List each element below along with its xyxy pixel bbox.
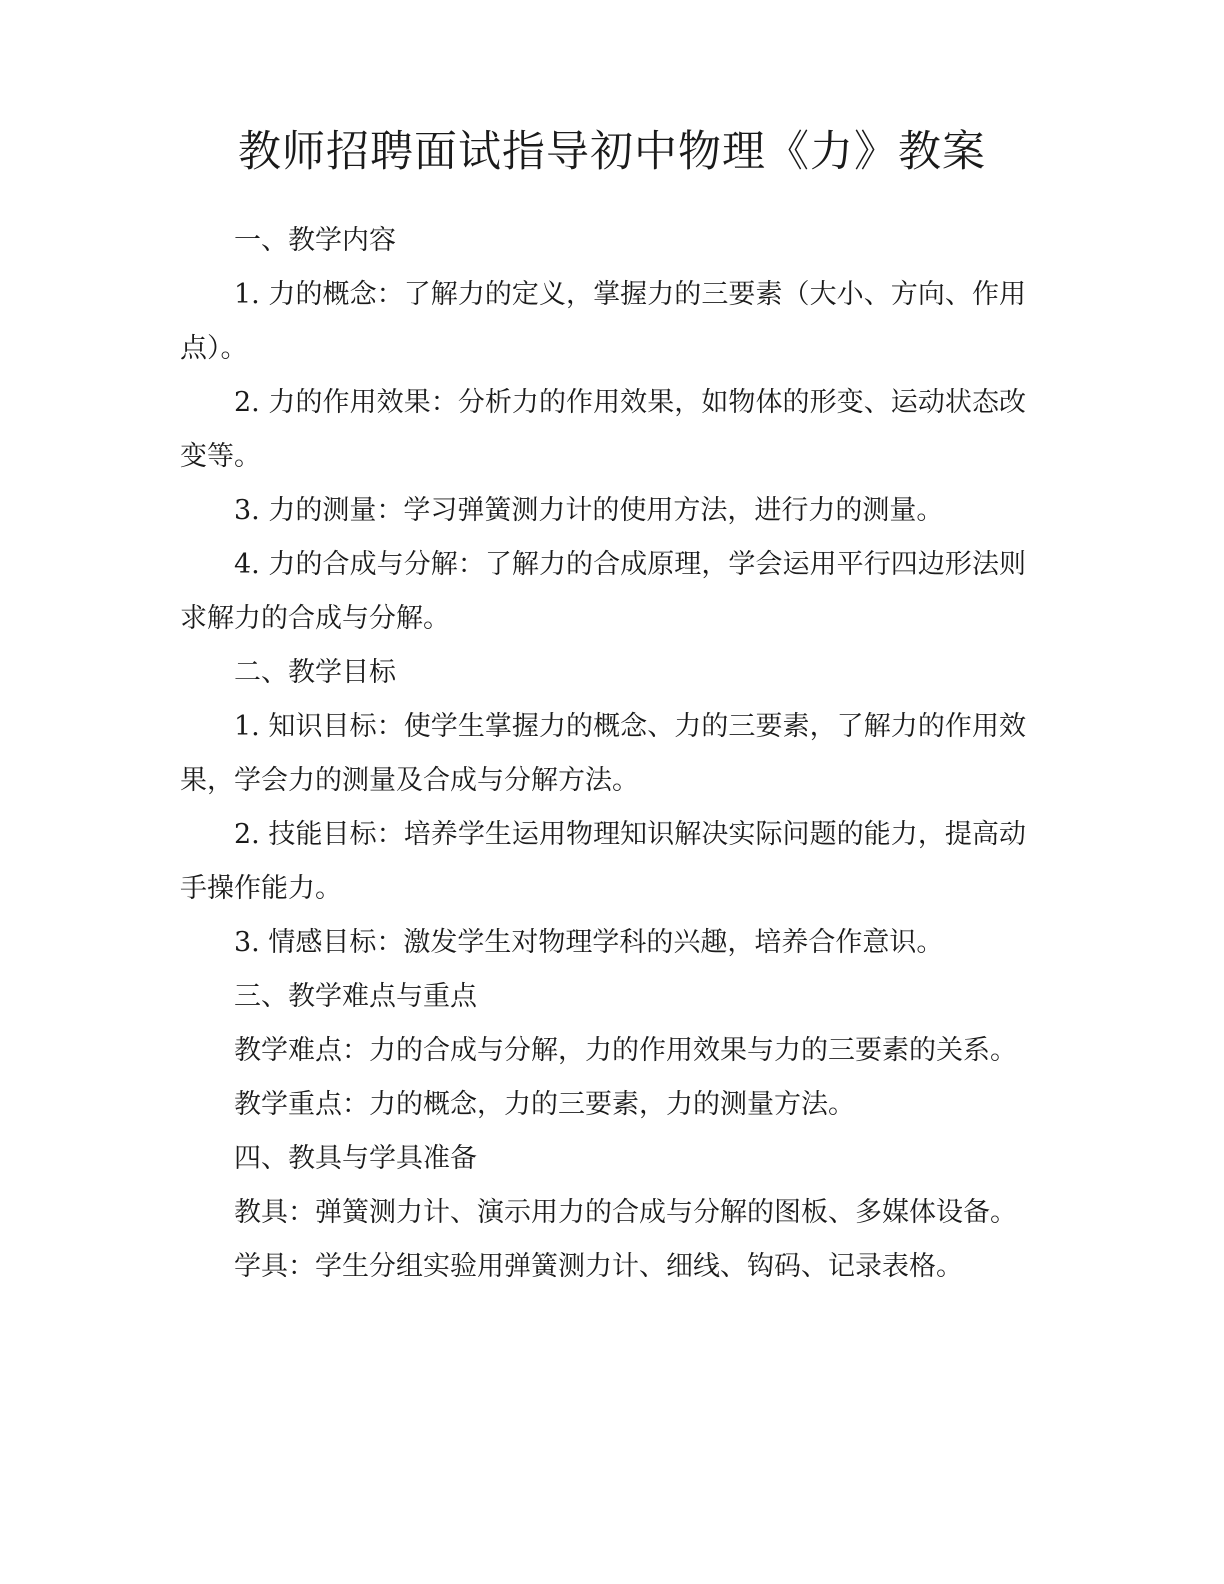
list-item-force-measurement: 3. 力的测量：学习弹簧测力计的使用方法，进行力的测量。 <box>234 495 944 526</box>
paragraph-focus: 教学重点：力的概念，力的三要素，力的测量方法。 <box>234 1089 855 1120</box>
paragraph-teaching-tools: 教具：弹簧测力计、演示用力的合成与分解的图板、多媒体设备。 <box>234 1197 1017 1228</box>
section-heading-materials: 四、教具与学具准备 <box>234 1143 477 1174</box>
list-item-emotion-goal: 3. 情感目标：激发学生对物理学科的兴趣，培养合作意识。 <box>234 927 944 958</box>
list-item-knowledge-goal: 1. 知识目标：使学生掌握力的概念、力的三要素，了解力的作用效果，学会力的测量及合成与分解方法。 <box>180 711 1026 796</box>
document-title: 教师招聘面试指导初中物理《力》教案 <box>238 127 986 177</box>
list-item-force-composition: 4. 力的合成与分解：了解力的合成原理，学会运用平行四边形法则求解力的合成与分解。 <box>180 549 1026 634</box>
document-body <box>180 214 1026 1294</box>
section-heading-teaching-goals: 二、教学目标 <box>234 657 396 688</box>
paragraph-difficulty: 教学难点：力的合成与分解，力的作用效果与力的三要素的关系。 <box>234 1035 1017 1066</box>
section-heading-teaching-content: 一、教学内容 <box>234 225 396 256</box>
paragraph-learning-tools: 学具：学生分组实验用弹簧测力计、细线、钩码、记录表格。 <box>234 1251 963 1282</box>
list-item-force-effect: 2. 力的作用效果：分析力的作用效果，如物体的形变、运动状态改变等。 <box>180 387 1026 472</box>
list-item-skill-goal: 2. 技能目标：培养学生运用物理知识解决实际问题的能力，提高动手操作能力。 <box>180 819 1026 904</box>
list-item-force-concept: 1. 力的概念：了解力的定义，掌握力的三要素（大小、方向、作用点）。 <box>180 279 1026 364</box>
section-heading-difficulty-focus: 三、教学难点与重点 <box>234 981 477 1012</box>
